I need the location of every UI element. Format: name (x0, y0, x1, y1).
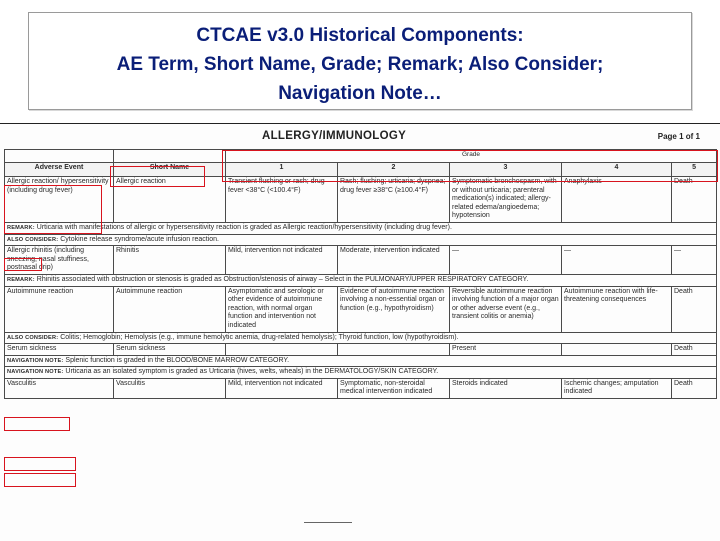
note-cell (5, 367, 717, 379)
table-cell: Serum sickness (114, 344, 226, 356)
table-cell: Serum sickness (5, 344, 114, 356)
note-label: ALSO CONSIDER: (7, 236, 59, 243)
table-cell (562, 344, 672, 356)
highlight-navigation-note-1 (4, 457, 76, 471)
column-header-grade-2: 2 (338, 163, 450, 177)
column-header-grade-3: 3 (450, 163, 562, 177)
table-cell: Death (672, 177, 717, 223)
table-cell: Asymptomatic and serologic or other evidence of autoimmune reaction, with normal organ function and intervention not indicated (226, 286, 338, 332)
table-cell: Present (450, 344, 562, 356)
table-cell: Vasculitis (5, 378, 114, 398)
highlight-also-consider-label (4, 417, 70, 431)
note-text: Urticaria with manifestations of allergic or hypersensitivity reaction is graded as Allergic reaction/hypersensitivity (including drug fever). (36, 223, 452, 231)
table-cell: — (562, 246, 672, 275)
table-cell: — (672, 246, 717, 275)
table-cell: Autoimmune reaction (114, 286, 226, 332)
table-row (5, 286, 717, 332)
column-header-grade-5: 5 (672, 163, 717, 177)
grade-header: Grade (226, 150, 717, 163)
note-text: Urticaria as an isolated symptom is graded as Urticaria (hives, welts, wheals) in the DERMATOLOGY/SKIN CATEGORY. (65, 368, 439, 376)
note-label: NAVIGATION NOTE: (7, 369, 64, 376)
table-cell: Death (672, 344, 717, 356)
highlight-ae-term (4, 185, 102, 234)
scan-mark (304, 522, 352, 523)
note-row (5, 367, 717, 379)
table-cell: Symptomatic bronchospasm, with or without urticaria; parenteral medication(s) indicated; allergy-related edema/angioedema; hypotension (450, 177, 562, 223)
table-cell: Steroids indicated (450, 378, 562, 398)
table-row (5, 344, 717, 356)
table-cell: Transient flushing or rash; drug fever <38°C (<100.4°F) (226, 177, 338, 223)
table-cell (338, 344, 450, 356)
document-header (0, 124, 720, 146)
note-row (5, 222, 717, 234)
note-text: Rhinitis associated with obstruction or stenosis is graded as Obstruction/stenosis of airway – Select in the PULMONARY/UPPER RESPIRATORY CATEGORY. (36, 275, 529, 283)
note-cell (5, 234, 717, 246)
note-text: Cytokine release syndrome/acute infusion reaction. (60, 235, 219, 243)
table-cell: Allergic reaction/ hypersensitivity (including drug fever) (5, 177, 114, 223)
note-cell (5, 355, 717, 367)
table-row (5, 378, 717, 398)
note-label: REMARK: (7, 276, 35, 283)
grade-header-blank (5, 150, 114, 163)
section-title: ALLERGY/IMMUNOLOGY (262, 130, 407, 142)
table-cell: Anaphylaxis (562, 177, 672, 223)
note-cell (5, 222, 717, 234)
table-cell: Reversible autoimmune reaction involving function of a major organ or other adverse event (e.g., transient colitis or anemia) (450, 286, 562, 332)
table-cell: Mild, intervention not indicated (226, 246, 338, 275)
column-header-adverse-event: Adverse Event (5, 163, 114, 177)
grade-header-blank (114, 150, 226, 163)
highlight-remark-label (4, 258, 42, 271)
table-cell: Autoimmune reaction (5, 286, 114, 332)
column-header-grade-4: 4 (562, 163, 672, 177)
table-cell: Allergic rhinitis (including sneezing, nasal stuffiness, postnasal drip) (5, 246, 114, 275)
slide-title-line-1: CTCAE v3.0 Historical Components: (196, 25, 524, 46)
slide-title-box (28, 12, 692, 110)
table-cell: Moderate, intervention indicated (338, 246, 450, 275)
note-row (5, 332, 717, 344)
table-cell: Vasculitis (114, 378, 226, 398)
note-row (5, 234, 717, 246)
table-cell: Ischemic changes; amputation indicated (562, 378, 672, 398)
table-cell: Autoimmune reaction with life-threatening consequences (562, 286, 672, 332)
table-cell: — (450, 246, 562, 275)
page-label: Page 1 of 1 (657, 132, 700, 141)
table-cell: Death (672, 378, 717, 398)
table-row (5, 246, 717, 275)
table-cell: Rash; flushing; urticaria; dyspnea; drug fever ≥38°C (≥100.4°F) (338, 177, 450, 223)
note-text: Splenic function is graded in the BLOOD/BONE MARROW CATEGORY. (65, 356, 290, 364)
table-cell: Allergic reaction (114, 177, 226, 223)
highlight-grade-header (222, 150, 718, 182)
slide-title-line-2: AE Term, Short Name, Grade; Remark; Also Consider; (116, 54, 604, 75)
note-row (5, 274, 717, 286)
note-row (5, 355, 717, 367)
slide-title-line-3: Navigation Note… (278, 83, 442, 104)
note-label: NAVIGATION NOTE: (7, 357, 64, 364)
column-header-grade-1: 1 (226, 163, 338, 177)
table-cell: Death (672, 286, 717, 332)
highlight-short-name-header (110, 166, 205, 187)
column-header-short-name: Short Name (114, 163, 226, 177)
table-cell (226, 344, 338, 356)
table-cell: Rhinitis (114, 246, 226, 275)
note-label: ALSO CONSIDER: (7, 334, 59, 341)
highlight-navigation-note-2 (4, 473, 76, 487)
table-cell: Symptomatic, non-steroidal medical intervention indicated (338, 378, 450, 398)
table-cell: Evidence of autoimmune reaction involving a non-essential organ or function (e.g., hypothyroidism) (338, 286, 450, 332)
note-cell (5, 274, 717, 286)
note-text: Colitis; Hemoglobin; Hemolysis (e.g., immune hemolytic anemia, drug-related hemolysis); Thyroid function, low (hypothyroidism). (60, 333, 459, 341)
table-cell: Mild, intervention not indicated (226, 378, 338, 398)
note-label: REMARK: (7, 224, 35, 231)
note-cell (5, 332, 717, 344)
ctcae-document-excerpt (0, 123, 720, 541)
